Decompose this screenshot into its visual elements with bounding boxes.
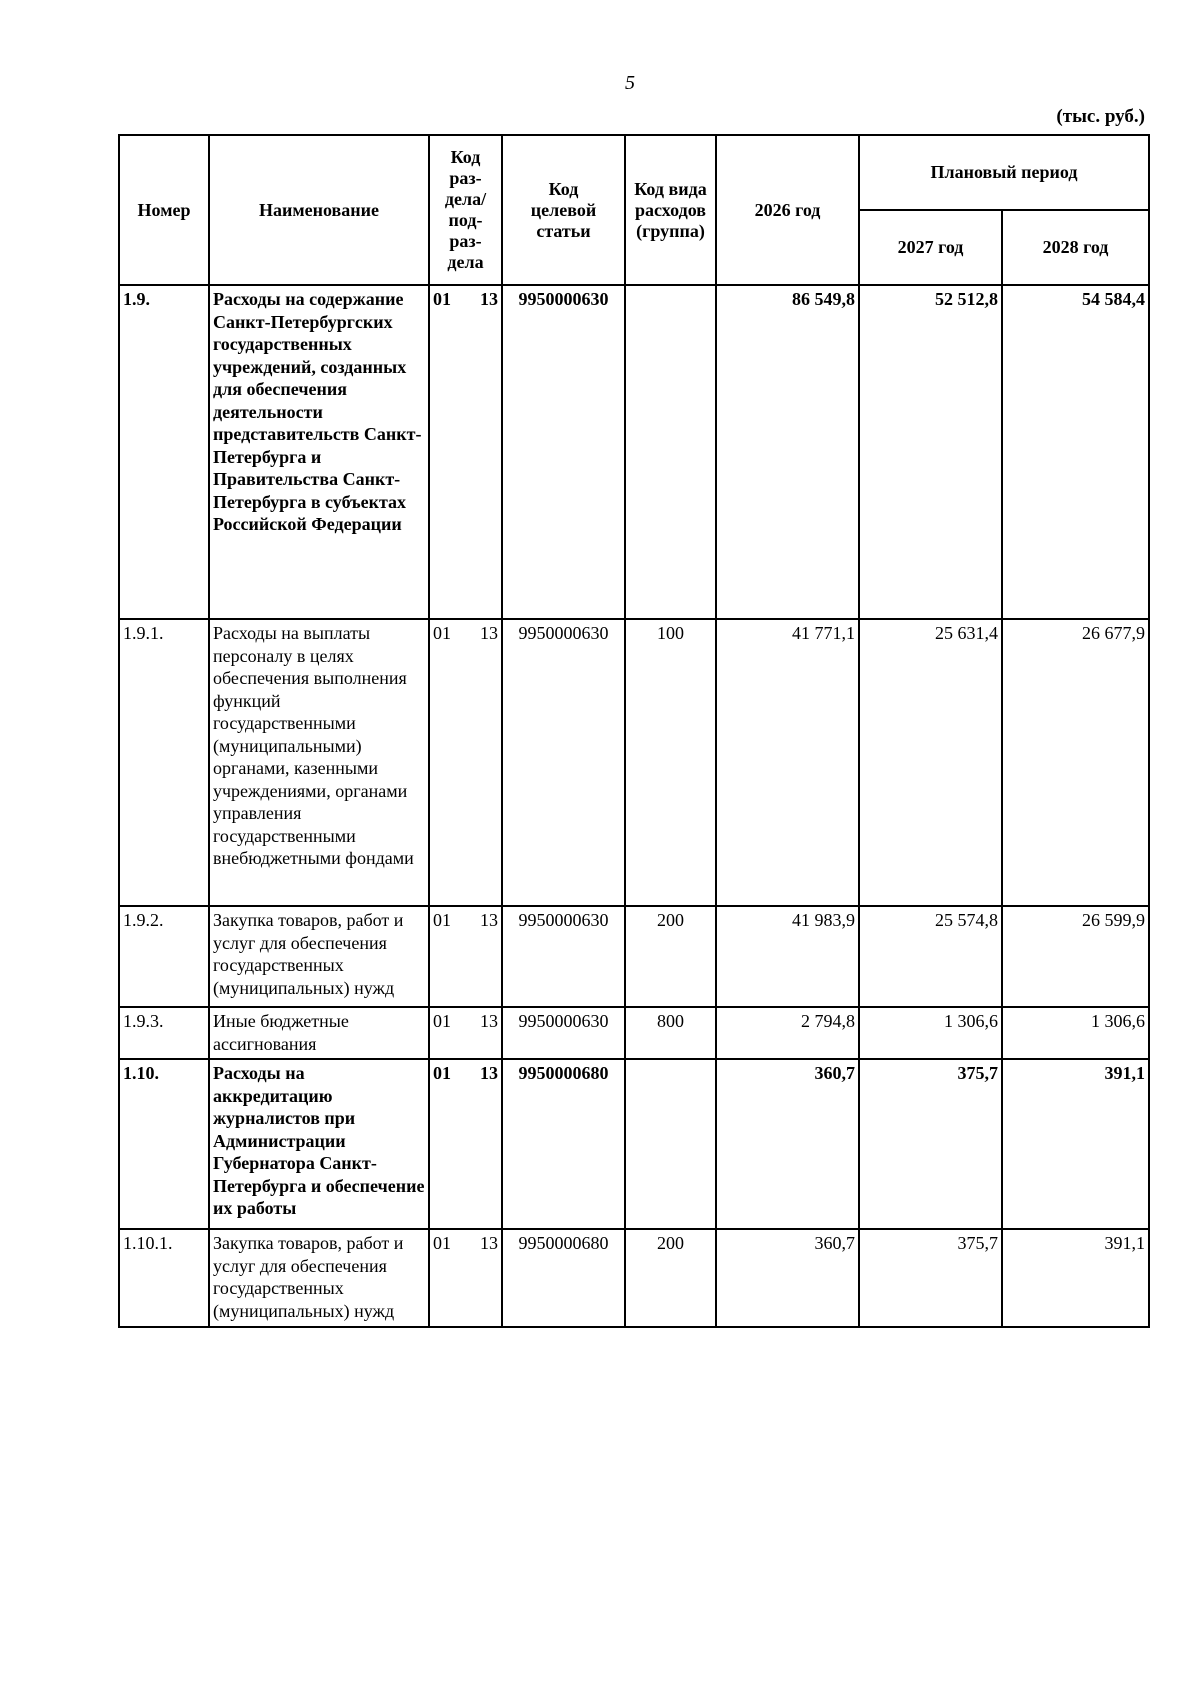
header-year-2026: 2026 год: [716, 135, 859, 285]
row-number: 1.9.2.: [119, 906, 209, 1007]
table-row: [119, 906, 1149, 1007]
row-number: 1.10.: [119, 1059, 209, 1229]
header-expense-type: Код вида расходов (группа): [625, 135, 716, 285]
header-number: Номер: [119, 135, 209, 285]
row-number: 1.9.1.: [119, 619, 209, 906]
row-2026: 360,7: [716, 1229, 859, 1327]
row-2026: 360,7: [716, 1059, 859, 1229]
row-expense-type: 100: [625, 619, 716, 906]
table-body: [119, 285, 1149, 1327]
table-row: [119, 1007, 1149, 1059]
budget-table: [118, 134, 1150, 1328]
row-2027: 25 574,8: [859, 906, 1002, 1007]
table-row: [119, 619, 1149, 906]
table-row: [119, 285, 1149, 619]
row-expense-type: 200: [625, 1229, 716, 1327]
row-target-code: 9950000680: [502, 1059, 625, 1229]
row-target-code: 9950000630: [502, 619, 625, 906]
row-2026: 86 549,8: [716, 285, 859, 619]
row-target-code: 9950000630: [502, 906, 625, 1007]
row-section: 01 13: [429, 1007, 502, 1059]
row-section: 01 13: [429, 285, 502, 619]
row-2026: 41 771,1: [716, 619, 859, 906]
row-name: Расходы на аккредитацию журналистов при Администрации Губернатора Санкт-Петербурга и обеспечение их работы: [209, 1059, 429, 1229]
row-expense-type: [625, 1059, 716, 1229]
row-section: 01 13: [429, 906, 502, 1007]
header-year-2028: 2028 год: [1002, 210, 1149, 285]
page-number: 5: [625, 72, 635, 94]
row-number: 1.9.3.: [119, 1007, 209, 1059]
row-target-code: 9950000680: [502, 1229, 625, 1327]
row-2027: 375,7: [859, 1059, 1002, 1229]
row-2027: 1 306,6: [859, 1007, 1002, 1059]
row-section: 01 13: [429, 619, 502, 906]
row-2028: 26 599,9: [1002, 906, 1149, 1007]
row-2028: 391,1: [1002, 1059, 1149, 1229]
row-expense-type: [625, 285, 716, 619]
row-expense-type: 800: [625, 1007, 716, 1059]
row-2028: 54 584,4: [1002, 285, 1149, 619]
row-name: Закупка товаров, работ и услуг для обеспечения государственных (муниципальных) нужд: [209, 1229, 429, 1327]
header-year-2027: 2027 год: [859, 210, 1002, 285]
table-row: [119, 1229, 1149, 1327]
row-number: 1.9.: [119, 285, 209, 619]
row-name: Расходы на выплаты персоналу в целях обеспечения выполнения функций государственными (муниципальными) органами, казенными учреждениями, органами управления государственными внебюджетными фондами: [209, 619, 429, 906]
header-section-code: Код раз- дела/ под- раз- дела: [429, 135, 502, 285]
row-2028: 391,1: [1002, 1229, 1149, 1327]
row-name: Расходы на содержание Санкт-Петербургских государственных учреждений, созданных для обеспечения деятельности представительств Санкт-Петербурга и Правительства Санкт-Петербурга в субъектах Российской Федерации: [209, 285, 429, 619]
row-2026: 41 983,9: [716, 906, 859, 1007]
header-target-code: Код целевой статьи: [502, 135, 625, 285]
row-name: Иные бюджетные ассигнования: [209, 1007, 429, 1059]
row-2027: 52 512,8: [859, 285, 1002, 619]
row-2027: 375,7: [859, 1229, 1002, 1327]
row-section: 01 13: [429, 1059, 502, 1229]
row-2028: 26 677,9: [1002, 619, 1149, 906]
row-section: 01 13: [429, 1229, 502, 1327]
row-2026: 2 794,8: [716, 1007, 859, 1059]
row-target-code: 9950000630: [502, 285, 625, 619]
row-2028: 1 306,6: [1002, 1007, 1149, 1059]
row-expense-type: 200: [625, 906, 716, 1007]
row-target-code: 9950000630: [502, 1007, 625, 1059]
row-name: Закупка товаров, работ и услуг для обеспечения государственных (муниципальных) нужд: [209, 906, 429, 1007]
header-name: Наименование: [209, 135, 429, 285]
units-label: (тыс. руб.): [1056, 106, 1145, 127]
table-row: [119, 1059, 1149, 1229]
header-planned-period: Плановый период: [859, 135, 1149, 210]
row-number: 1.10.1.: [119, 1229, 209, 1327]
row-2027: 25 631,4: [859, 619, 1002, 906]
